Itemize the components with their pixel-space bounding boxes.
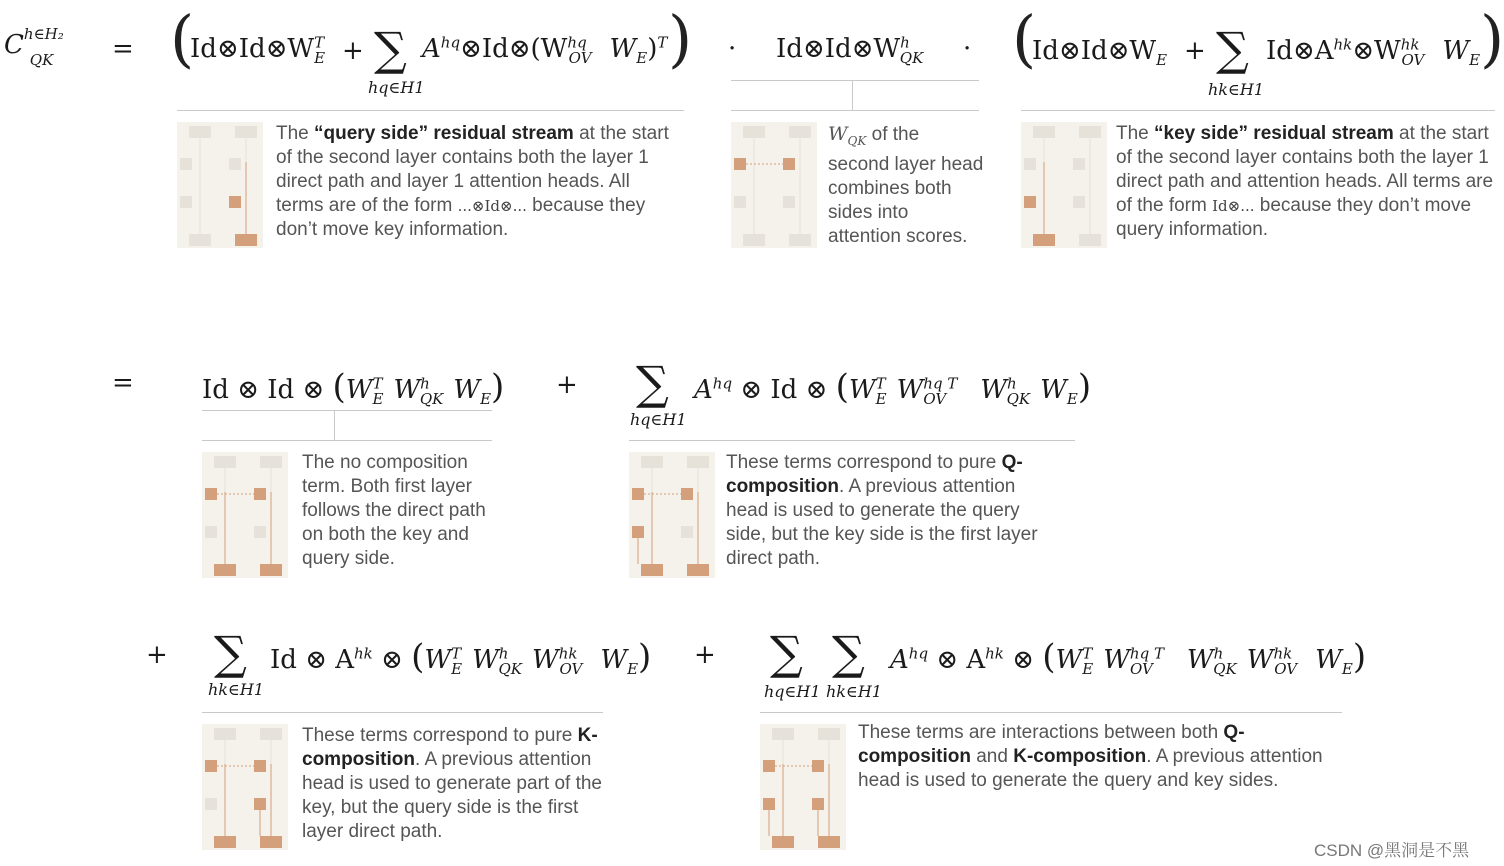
qk-node-left — [205, 488, 217, 500]
middle-expr: $Id\otimes Id\otimes W^h_{QK}$ — [776, 33, 924, 68]
embed-block-left — [214, 564, 236, 576]
embed-block-right — [1079, 234, 1101, 246]
thumb-k-comp — [202, 724, 288, 850]
qk-comp-expr: $A^{hq}$ ⊗ $A^{hk}$ ⊗ ($W^T_E$ $W^{hq T}_{OV}$ $W^h_{QK}$ $W^{hk}_{OV}$ $W_E$) — [890, 637, 1367, 679]
key-term-1: $Id\otimes Id\otimes W_E$ — [1032, 36, 1168, 70]
attn-node-right — [681, 526, 693, 538]
thumb-q-comp — [629, 452, 715, 578]
circuit-diagram-icon — [202, 452, 288, 578]
qk-node-left — [1024, 158, 1036, 170]
k-sum-sign: ∑ — [214, 626, 247, 680]
note-middle: $W_{QK}$ of the second layer head combines both sides into attention scores. — [828, 123, 984, 247]
embed-block-left — [214, 836, 236, 848]
attn-node-left — [180, 196, 192, 208]
top-block-right — [260, 456, 282, 468]
qk-node-right — [783, 158, 795, 170]
embed-block-left — [641, 564, 663, 576]
top-block-left — [214, 728, 236, 740]
paren-right-key: ) — [1480, 2, 1504, 75]
qk-node-left — [205, 760, 217, 772]
middle-rule — [731, 110, 979, 111]
qk-sum-sign-2: ∑ — [832, 626, 865, 680]
attn-node-right — [229, 196, 241, 208]
embed-block-left — [1033, 234, 1055, 246]
plus-bottom-right: + — [694, 640, 716, 670]
q-comp-expr: $A^{hq}$ ⊗ Id ⊗ ($W^T_E$ $W^{hq T}_{OV}$ $W^h_{QK}$ $W_E$) — [694, 367, 1092, 409]
lhs-symbol: $C^{h\in H_2}_{QK}$ — [4, 25, 64, 70]
query-sum-under: hq∈H1 — [368, 78, 425, 97]
note-qk-comp: These terms are interactions between both Q-composition and K-composition. A previous attention head is used to generate the query and key sides. — [858, 722, 1323, 791]
query-plus: + — [342, 36, 364, 66]
note-key: The “key side” residual stream at the start of the second layer contains both the layer 1 direct path and attention heads. All terms are of the form Id⊗... because they don’t move query information. — [1116, 123, 1494, 240]
attn-node-left — [1024, 196, 1036, 208]
embed-block-left — [772, 836, 794, 848]
key-term-2: $Id\otimes A^{hk}\otimes W^{hk}_{OV}$ $W_E$ — [1266, 35, 1481, 70]
query-sum-sign: ∑ — [374, 22, 407, 76]
qk-sum-under-1: hq∈H1 — [764, 682, 821, 701]
middle-rule-top — [731, 80, 979, 81]
qk-node-right — [229, 158, 241, 170]
q-sum-sign: ∑ — [636, 356, 669, 410]
qk-node-right — [812, 760, 824, 772]
key-sum-sign: ∑ — [1216, 22, 1249, 76]
paren-left-key: ( — [1012, 2, 1037, 75]
top-block-left — [189, 126, 211, 138]
attn-node-right — [812, 798, 824, 810]
key-sum-under: hk∈H1 — [1208, 80, 1264, 99]
plus-middle: + — [556, 370, 578, 400]
top-block-left — [743, 126, 765, 138]
embed-block-right — [818, 836, 840, 848]
key-plus: + — [1184, 36, 1206, 66]
paren-right: ) — [668, 2, 693, 75]
middle-dot-left: · — [728, 34, 737, 64]
qk-node-left — [632, 488, 644, 500]
no-comp-rule-top — [202, 410, 492, 411]
top-block-right — [789, 126, 811, 138]
no-comp-expr: Id ⊗ Id ⊗ ($W^T_E$ $W^h_{QK}$ $W_E$) — [202, 367, 505, 409]
thumb-qk-comp — [760, 724, 846, 850]
qk-node-right — [254, 488, 266, 500]
attn-node-left — [205, 526, 217, 538]
note-no-comp: The no composition term. Both first layer follows the direct path on both the key and query side. — [302, 452, 486, 569]
top-block-right — [235, 126, 257, 138]
equals-top: = — [112, 34, 134, 64]
thumb-query — [177, 122, 263, 248]
middle-dot-right: · — [963, 34, 972, 64]
watermark: CSDN @黑洞是不黑 — [1314, 841, 1470, 860]
thumb-no-comp — [202, 452, 288, 578]
embed-block-right — [235, 234, 257, 246]
attn-node-left — [763, 798, 775, 810]
qk-node-right — [681, 488, 693, 500]
attn-node-left — [205, 798, 217, 810]
q-comp-rule — [629, 440, 1075, 441]
top-block-left — [1033, 126, 1055, 138]
key-rule — [1021, 110, 1495, 111]
attn-node-right — [254, 526, 266, 538]
circuit-diagram-icon — [629, 452, 715, 578]
attn-node-left — [734, 196, 746, 208]
circuit-diagram-icon — [760, 724, 846, 850]
middle-rule-stem — [852, 80, 853, 110]
qk-node-left — [734, 158, 746, 170]
attn-node-right — [254, 798, 266, 810]
query-rule — [177, 110, 684, 111]
qk-node-left — [763, 760, 775, 772]
no-comp-stem — [334, 410, 335, 440]
top-block-left — [641, 456, 663, 468]
query-term-1: $Id\otimes Id\otimes W^T_E$ — [190, 33, 326, 68]
qk-node-left — [180, 158, 192, 170]
top-block-left — [772, 728, 794, 740]
k-comp-rule — [202, 712, 603, 713]
k-comp-expr: Id ⊗ $A^{hk}$ ⊗ ($W^T_E$ $W^h_{QK}$ $W^{hk}_{OV}$ $W_E$) — [270, 637, 652, 679]
qk-node-right — [1073, 158, 1085, 170]
embed-block-left — [743, 234, 765, 246]
attn-node-right — [1073, 196, 1085, 208]
top-block-right — [1079, 126, 1101, 138]
attn-node-right — [783, 196, 795, 208]
circuit-diagram-icon — [202, 724, 288, 850]
circuit-diagram-icon — [177, 122, 263, 248]
note-query: The “query side” residual stream at the start of the second layer contains both the layer 1 direct path and layer 1 attention heads. All terms are of the form ...⊗Id⊗... because they don’t move key information. — [276, 123, 669, 240]
circuit-diagram-icon — [731, 122, 817, 248]
q-sum-under: hq∈H1 — [630, 410, 687, 429]
equals-middle: = — [112, 368, 134, 398]
query-term-2: $A^{hq}\otimes Id\otimes(W^{hq}_{OV}$ $W_E)^T$ — [422, 33, 668, 68]
embed-block-right — [260, 836, 282, 848]
no-comp-rule — [202, 440, 492, 441]
attn-node-left — [632, 526, 644, 538]
qk-sum-sign-1: ∑ — [770, 626, 803, 680]
paren-left: ( — [170, 2, 195, 75]
thumb-key — [1021, 122, 1107, 248]
embed-block-right — [687, 564, 709, 576]
k-sum-under: hk∈H1 — [208, 680, 264, 699]
embed-block-right — [260, 564, 282, 576]
qk-node-right — [254, 760, 266, 772]
embed-block-right — [789, 234, 811, 246]
note-k-comp: These terms correspond to pure K-composition. A previous attention head is used to generate part of the key, but the query side is the first layer direct path. — [302, 725, 602, 842]
note-q-comp: These terms correspond to pure Q-composition. A previous attention head is used to generate the query side, but the key side is the first layer direct path. — [726, 452, 1038, 569]
top-block-right — [687, 456, 709, 468]
embed-block-left — [189, 234, 211, 246]
plus-bottom-left: + — [146, 640, 168, 670]
thumb-middle — [731, 122, 817, 248]
top-block-right — [818, 728, 840, 740]
top-block-right — [260, 728, 282, 740]
qk-comp-rule — [760, 712, 1342, 713]
top-block-left — [214, 456, 236, 468]
qk-sum-under-2: hk∈H1 — [826, 682, 882, 701]
circuit-diagram-icon — [1021, 122, 1107, 248]
